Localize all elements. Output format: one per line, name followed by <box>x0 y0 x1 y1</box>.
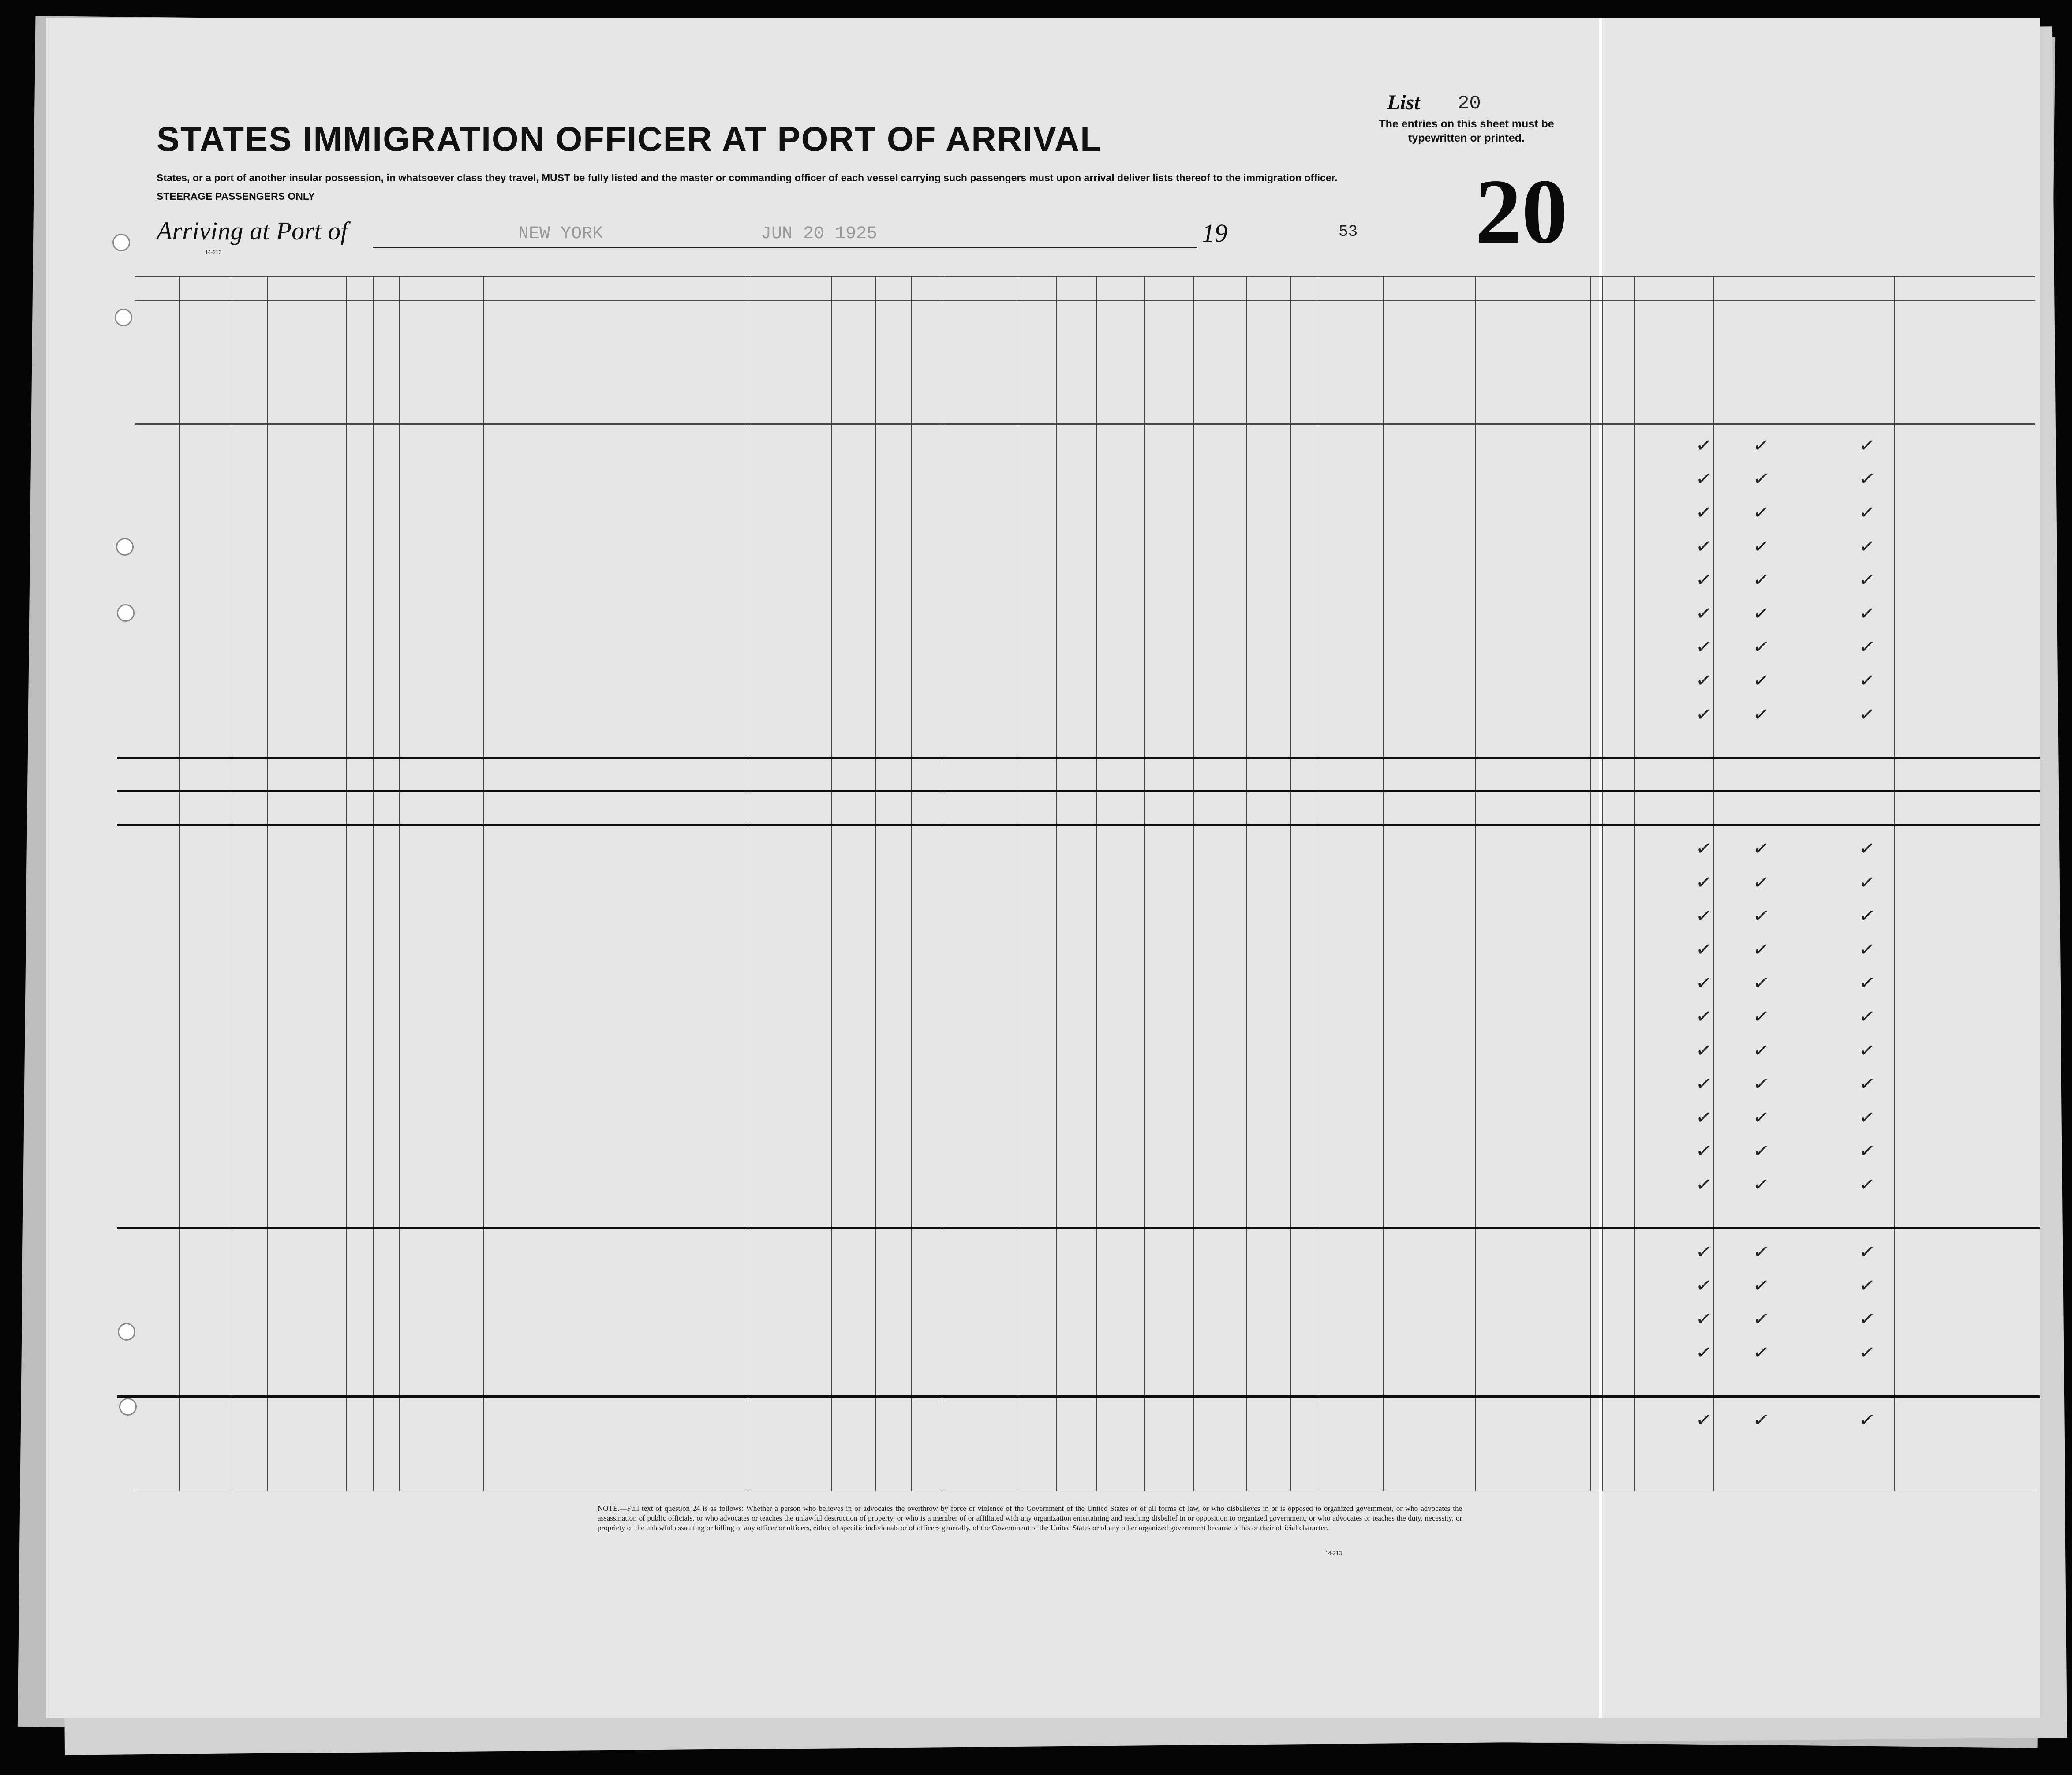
check-mark-icon: ✓ <box>1694 1273 1714 1298</box>
check-mark-icon: ✓ <box>1694 669 1714 693</box>
column-rule <box>1602 276 1603 1491</box>
check-mark-icon: ✓ <box>1751 1273 1771 1298</box>
check-mark-icon: ✓ <box>1857 568 1877 593</box>
check-mark-icon: ✓ <box>1751 1173 1771 1197</box>
header-rule <box>135 300 2035 301</box>
punch-hole <box>117 604 135 622</box>
port-label: Arriving at Port of <box>157 217 348 245</box>
check-mark-icon: ✓ <box>1751 904 1771 929</box>
punch-hole <box>118 1323 135 1341</box>
big-list-stamp: 20 <box>1475 161 1568 263</box>
check-mark-icon: ✓ <box>1751 568 1771 593</box>
check-mark-icon: ✓ <box>1694 635 1714 660</box>
check-mark-icon: ✓ <box>1857 1273 1877 1298</box>
column-rule <box>483 276 484 1491</box>
check-mark-icon: ✓ <box>1751 870 1771 895</box>
check-mark-icon: ✓ <box>1751 1005 1771 1029</box>
check-mark-icon: ✓ <box>1857 1105 1877 1130</box>
check-mark-icon: ✓ <box>1751 1240 1771 1265</box>
punch-hole <box>116 538 134 556</box>
check-mark-icon: ✓ <box>1751 1139 1771 1164</box>
list-label: List <box>1387 91 1420 114</box>
column-rule <box>1290 276 1291 1491</box>
check-mark-icon: ✓ <box>1751 1072 1771 1097</box>
check-mark-icon: ✓ <box>1694 837 1714 861</box>
column-rule <box>1383 276 1384 1491</box>
check-mark-icon: ✓ <box>1694 870 1714 895</box>
check-mark-icon: ✓ <box>1857 1240 1877 1265</box>
check-mark-icon: ✓ <box>1694 1173 1714 1197</box>
column-rule <box>831 276 832 1491</box>
check-mark-icon: ✓ <box>1694 568 1714 593</box>
punch-hole <box>112 234 130 251</box>
check-mark-icon: ✓ <box>1857 635 1877 660</box>
punch-hole <box>115 309 132 326</box>
check-mark-icon: ✓ <box>1694 534 1714 559</box>
check-mark-icon: ✓ <box>1857 1173 1877 1197</box>
check-mark-icon: ✓ <box>1857 1139 1877 1164</box>
check-mark-icon: ✓ <box>1694 1341 1714 1365</box>
column-rule <box>1894 276 1895 1491</box>
column-rule <box>399 276 400 1491</box>
check-mark-icon: ✓ <box>1751 433 1771 458</box>
form-code: 14-213 <box>205 249 222 255</box>
column-rule <box>1475 276 1476 1491</box>
check-mark-icon: ✓ <box>1857 601 1877 626</box>
check-mark-icon: ✓ <box>1694 1105 1714 1130</box>
check-mark-icon: ✓ <box>1694 1240 1714 1265</box>
check-mark-icon: ✓ <box>1857 1072 1877 1097</box>
check-mark-icon: ✓ <box>1857 467 1877 492</box>
check-mark-icon: ✓ <box>1751 534 1771 559</box>
column-rule <box>1713 276 1714 1491</box>
strike-through-line <box>117 790 2040 792</box>
check-mark-icon: ✓ <box>1751 635 1771 660</box>
entries-note: The entries on this sheet must be typewritten or printed. <box>1379 118 1554 144</box>
check-mark-icon: ✓ <box>1751 702 1771 727</box>
column-rule <box>1096 276 1097 1491</box>
strike-through-line <box>117 1227 2040 1229</box>
check-mark-icon: ✓ <box>1694 501 1714 525</box>
year-label: 19 <box>1202 219 1227 247</box>
check-mark-icon: ✓ <box>1694 467 1714 492</box>
sheet-divider <box>1599 18 1602 1718</box>
footer-note: NOTE.—Full text of question 24 is as follows: Whether a person who believes in or advocates the overthrow by force or violence of the Government of the United States or of all forms of law, or who disbelieves in or is opposed to organized government, or who advocates the assassination of public officials, or who advocates or teaches the unlawful destruction of property, or who is a member of or affiliated with any organization entertaining and teaching disbelief in or opposition to organized government, or who advocates or teaches the duty, necessity, or propriety of the unlawful assaulting or killing of any officer or officers, either of specific individuals or of officers generally, of the Government of the United States or of any other organized government because of his or their official character. <box>598 1504 1462 1532</box>
check-mark-icon: ✓ <box>1857 1408 1877 1433</box>
column-rule <box>267 276 268 1491</box>
page-title: STATES IMMIGRATION OFFICER AT PORT OF ARRIVAL <box>157 120 1102 158</box>
check-mark-icon: ✓ <box>1751 971 1771 996</box>
subtitle: States, or a port of another insular possession, in whatsoever class they travel, MUST be fully listed and the master or commanding officer of each vessel carrying such passengers must upon arrival deliver lists thereof to the immigration officer. <box>157 172 1338 183</box>
check-mark-icon: ✓ <box>1857 1307 1877 1332</box>
header-rule <box>135 423 2035 425</box>
port-value: NEW YORK <box>518 224 603 244</box>
check-mark-icon: ✓ <box>1694 1005 1714 1029</box>
column-rule <box>911 276 912 1491</box>
check-mark-icon: ✓ <box>1857 433 1877 458</box>
check-mark-icon: ✓ <box>1857 501 1877 525</box>
column-rule <box>346 276 347 1491</box>
check-mark-icon: ✓ <box>1751 1408 1771 1433</box>
check-mark-icon: ✓ <box>1857 937 1877 962</box>
check-mark-icon: ✓ <box>1857 870 1877 895</box>
check-mark-icon: ✓ <box>1694 1307 1714 1332</box>
punch-hole <box>119 1398 137 1416</box>
check-mark-icon: ✓ <box>1857 904 1877 929</box>
strike-through-line <box>117 824 2040 826</box>
check-mark-icon: ✓ <box>1694 433 1714 458</box>
header-rule <box>135 276 2035 277</box>
column-rule <box>1193 276 1194 1491</box>
check-mark-icon: ✓ <box>1694 937 1714 962</box>
check-mark-icon: ✓ <box>1694 1038 1714 1063</box>
check-mark-icon: ✓ <box>1694 1072 1714 1097</box>
check-mark-icon: ✓ <box>1751 1307 1771 1332</box>
column-rule <box>1056 276 1057 1491</box>
check-mark-icon: ✓ <box>1751 837 1771 861</box>
column-rule <box>1144 276 1145 1491</box>
check-mark-icon: ✓ <box>1694 601 1714 626</box>
check-mark-icon: ✓ <box>1857 1038 1877 1063</box>
port-underline <box>373 247 1197 248</box>
column-rule <box>373 276 374 1491</box>
list-number: 20 <box>1458 93 1481 115</box>
check-mark-icon: ✓ <box>1857 534 1877 559</box>
footer-form-code: 14-213 <box>1325 1550 1342 1556</box>
check-mark-icon: ✓ <box>1694 904 1714 929</box>
check-mark-icon: ✓ <box>1751 669 1771 693</box>
check-mark-icon: ✓ <box>1857 837 1877 861</box>
column-rule <box>1590 276 1591 1491</box>
sheet-number: 53 <box>1339 223 1358 241</box>
check-mark-icon: ✓ <box>1857 1341 1877 1365</box>
check-mark-icon: ✓ <box>1751 501 1771 525</box>
check-mark-icon: ✓ <box>1751 937 1771 962</box>
column-rule <box>179 276 180 1491</box>
strike-through-line <box>117 1395 2040 1398</box>
check-mark-icon: ✓ <box>1857 702 1877 727</box>
check-mark-icon: ✓ <box>1857 971 1877 996</box>
column-rule <box>1246 276 1247 1491</box>
manifest-page <box>46 18 2040 1718</box>
check-mark-icon: ✓ <box>1694 702 1714 727</box>
column-rule <box>1634 276 1635 1491</box>
check-mark-icon: ✓ <box>1751 601 1771 626</box>
check-mark-icon: ✓ <box>1694 1408 1714 1433</box>
check-mark-icon: ✓ <box>1751 1341 1771 1365</box>
date-stamp: JUN 20 1925 <box>761 224 878 244</box>
steerage-label: STEERAGE PASSENGERS ONLY <box>157 191 315 202</box>
check-mark-icon: ✓ <box>1694 971 1714 996</box>
check-mark-icon: ✓ <box>1857 1005 1877 1029</box>
check-mark-icon: ✓ <box>1857 669 1877 693</box>
check-mark-icon: ✓ <box>1694 1139 1714 1164</box>
check-mark-icon: ✓ <box>1751 467 1771 492</box>
column-rule <box>875 276 876 1491</box>
strike-through-line <box>117 757 2040 759</box>
check-mark-icon: ✓ <box>1751 1105 1771 1130</box>
check-mark-icon: ✓ <box>1751 1038 1771 1063</box>
